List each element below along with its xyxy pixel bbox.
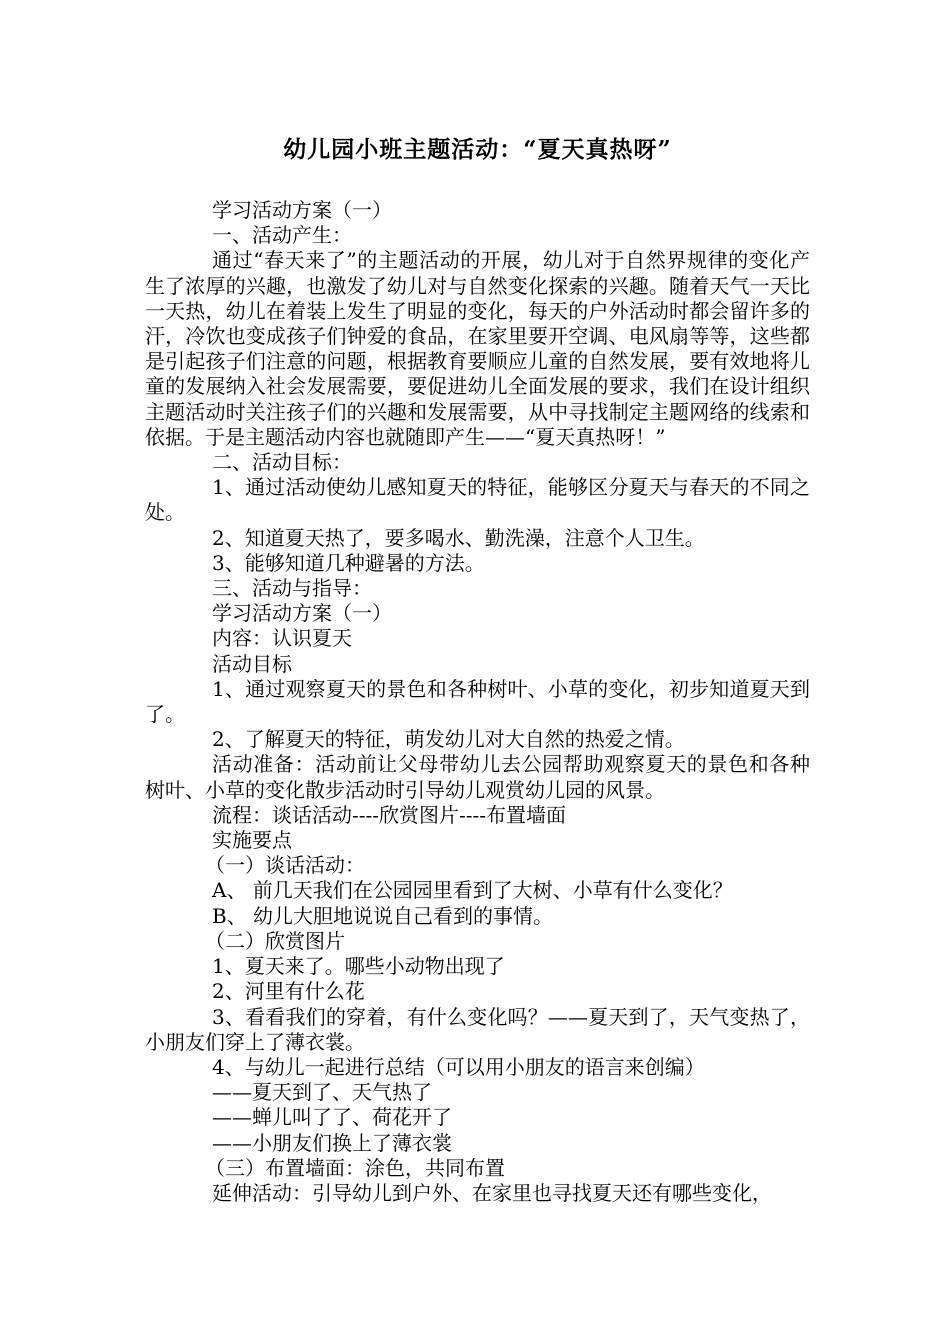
paragraph-extension: 延伸活动：引导幼儿到户外、在家里也寻找夏天还有哪些变化，: [212, 1180, 772, 1205]
paragraph-section-2-heading: 二、活动目标：: [212, 450, 352, 475]
paragraph-activity-goal-2: 2、了解夏天的特征，萌发幼儿对大自然的热爱之情。: [212, 727, 685, 752]
document-page: [145, 130, 810, 1206]
paragraph-summary-3: ——小朋友们换上了薄衣裳: [212, 1130, 452, 1155]
paragraph-content: 内容：认识夏天: [212, 626, 352, 651]
paragraph-summary-1: ——夏天到了、天气热了: [212, 1080, 432, 1105]
paragraph-summary-2: ——蝉儿叫了了、荷花开了: [212, 1105, 452, 1130]
paragraph-talk-heading: （一）谈话活动：: [205, 853, 365, 878]
paragraph-origin-body: 通过“春天来了”的主题活动的开展，幼儿对于自然界规律的变化产生了浓厚的兴趣，也激发了幼儿对与自然变化探索的兴趣。随着天气一天比一天热，幼儿在着装上发生了明显的变化，每天的户外活动时都会留许多的汗，冷饮也变成孩子们钟爱的食品，在家里要开空调、电风扇等等，这些都是引起孩子们注意的问题，根据教育要顺应儿童的自然发展，要有效地将儿童的发展纳入社会发展需要，要促进幼儿全面发展的要求，我们在设计组织主题活动时关注孩子们的兴趣和发展需要，从中寻找制定主题网络的线索和依据。于是主题活动内容也就随即产生——“夏天真热呀！”: [145, 248, 810, 449]
paragraph-activity-goals-heading: 活动目标: [212, 651, 292, 676]
paragraph-goal-1: 1、通过活动使幼儿感知夏天的特征，能够区分夏天与春天的不同之处。: [145, 475, 810, 525]
document-body: [145, 198, 810, 1206]
paragraph-key-points-heading: 实施要点: [212, 828, 292, 853]
paragraph-pictures-heading: （二）欣赏图片: [205, 928, 345, 953]
paragraph-pictures-1: 1、夏天来了。哪些小动物出现了: [212, 954, 505, 979]
paragraph-wall-heading: （三）布置墙面：涂色，共同布置: [205, 1155, 505, 1180]
paragraph-goal-3: 3、能够知道几种避暑的方法。: [212, 550, 485, 575]
paragraph-preparation: 活动准备：活动前让父母带幼儿去公园帮助观察夏天的景色和各种树叶、小草的变化散步活动时引导幼儿观赏幼儿园的风景。: [145, 752, 810, 802]
document-title: 幼儿园小班主题活动：“夏天真热呀”: [283, 136, 672, 163]
paragraph-talk-a: A、 前几天我们在公园园里看到了大树、小草有什么变化？: [212, 878, 733, 903]
paragraph-activity-goal-1: 1、通过观察夏天的景色和各种树叶、小草的变化，初步知道夏天到了。: [145, 676, 810, 727]
paragraph-process: 流程：谈话活动----欣赏图片----布置墙面: [212, 802, 567, 827]
paragraph-goal-2: 2、知道夏天热了，要多喝水、勤洗澡，注意个人卫生。: [212, 525, 705, 550]
paragraph-talk-b: B、 幼儿大胆地说说自己看到的事情。: [212, 903, 554, 928]
paragraph-pictures-4: 4、与幼儿一起进行总结（可以用小朋友的语言来创编）: [212, 1054, 705, 1079]
paragraph-section-3-heading: 三、活动与指导：: [212, 576, 372, 601]
paragraph-pictures-2: 2、河里有什么花: [212, 979, 365, 1004]
paragraph-section-1-heading: 一、活动产生：: [212, 223, 352, 248]
paragraph-plan-heading-2: 学习活动方案（一）: [212, 601, 392, 626]
paragraph-pictures-3: 3、看看我们的穿着，有什么变化吗？——夏天到了，天气变热了，小朋友们穿上了薄衣裳。: [145, 1004, 810, 1054]
paragraph-plan-heading: 学习活动方案（一）: [212, 198, 392, 222]
